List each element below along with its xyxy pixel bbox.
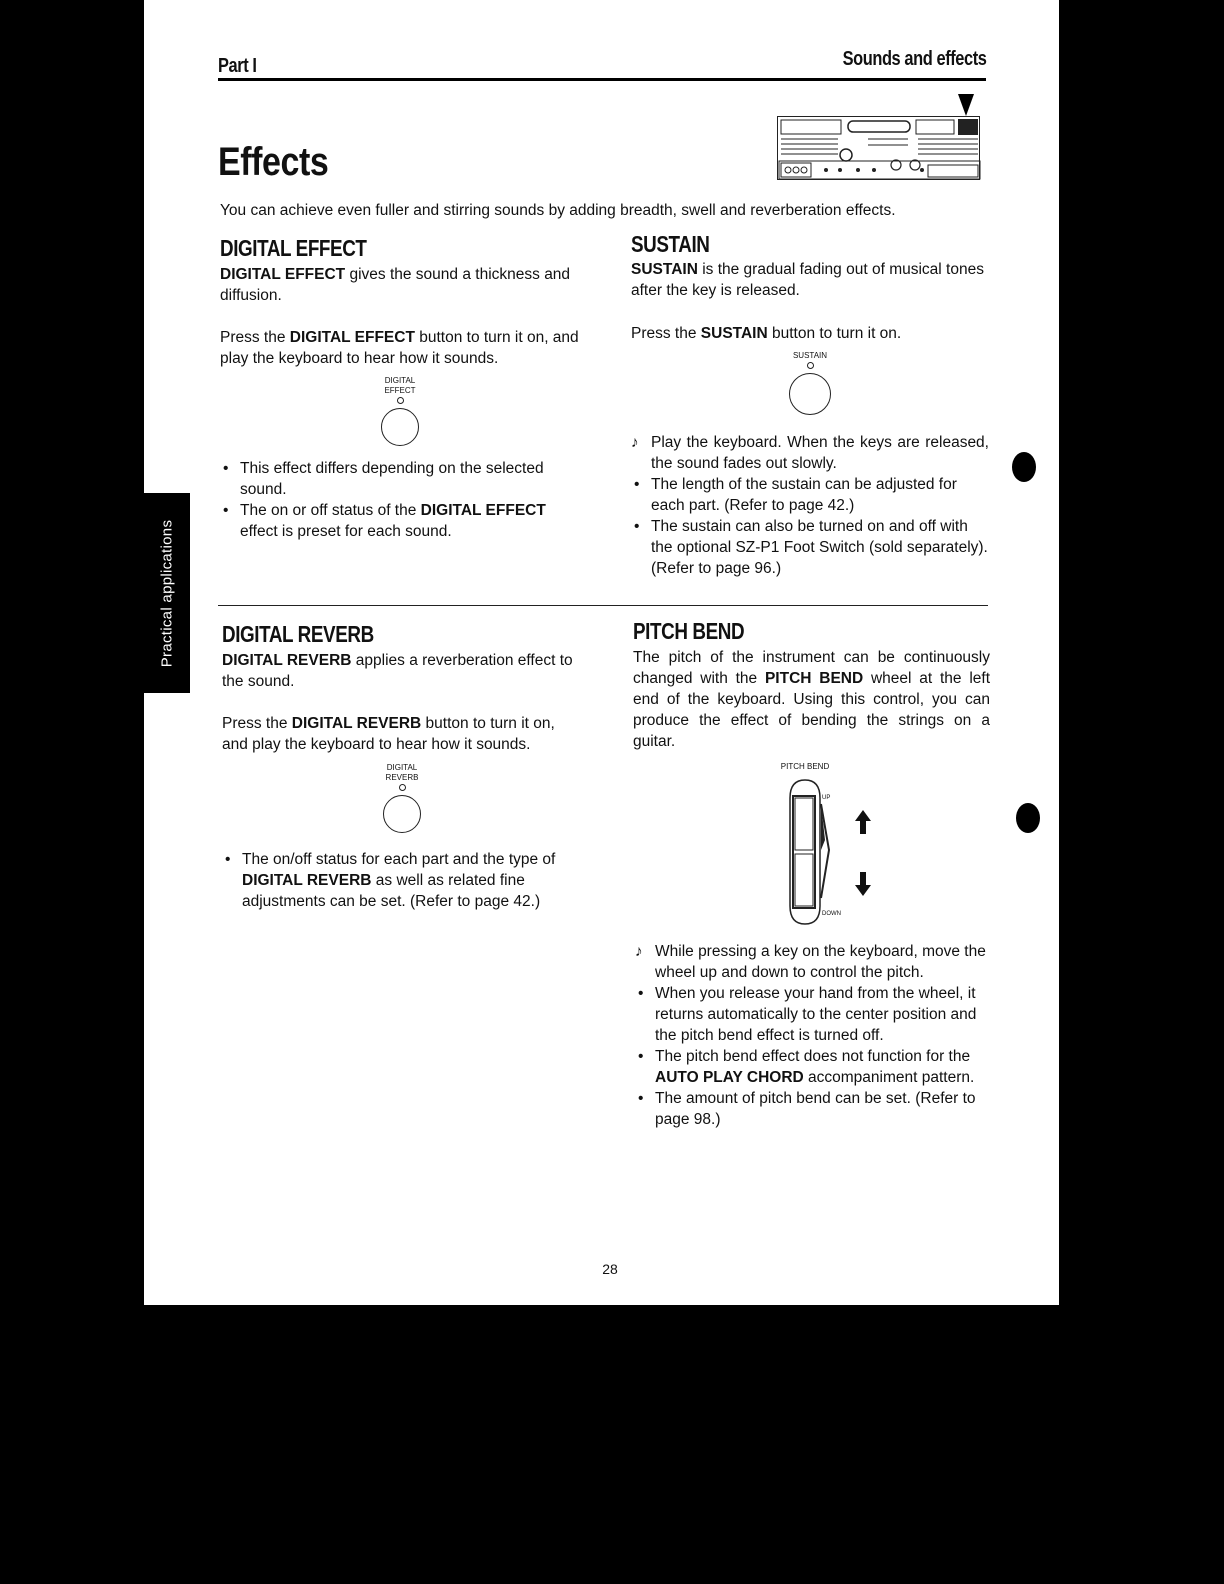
digital-effect-bullet-2-a: The on or off status of the <box>240 502 421 519</box>
digital-effect-led-icon <box>397 397 404 404</box>
pitch-bend-bullet-2-a: The pitch bend effect does not function for the <box>655 1048 971 1065</box>
pitch-bend-desc-a: The pitch of the instrument can be continuously changed with the <box>633 649 990 687</box>
digital-reverb-instruction-b: button to turn it on, and play the keyboard to hear how it sounds. <box>222 715 555 753</box>
digital-reverb-bullet-1-a: The on/off status for each part and the type of <box>242 851 556 868</box>
sustain-led-icon <box>807 362 814 369</box>
digital-reverb-instruction-a: Press the <box>222 715 292 732</box>
pitch-bend-desc-bold: PITCH BEND <box>764 670 864 687</box>
keyboard-panel-illustration <box>777 116 980 180</box>
pitch-bend-wheel-svg <box>785 778 885 928</box>
digital-effect-instruction-bold: DIGITAL EFFECT <box>289 329 415 346</box>
digital-effect-button-label-1: DIGITAL <box>384 376 416 385</box>
digital-effect-instruction-b: button to turn it on, and play the keyboard to hear how it sounds. <box>220 329 579 367</box>
margin-dot-icon <box>1012 452 1036 482</box>
digital-effect-heading: DIGITAL EFFECT <box>220 235 367 261</box>
header-section: Sounds and effects <box>842 48 986 70</box>
sustain-instruction-bold: SUSTAIN <box>700 325 768 342</box>
digital-effect-bullet-1: • This effect differs depending on the selected sound. <box>220 458 585 500</box>
pitch-bend-desc-b: wheel at the left end of the keyboard. Using this control, you can produce the effect of bending the strings on a guitar. <box>633 670 990 750</box>
pitch-bend-desc <box>633 647 990 752</box>
sustain-note-1: ♪ Play the keyboard. When the keys are released, the sound fades out slowly. <box>631 432 989 474</box>
digital-reverb-button-label-1: DIGITAL <box>386 763 418 772</box>
digital-reverb-desc-bold: DIGITAL REVERB <box>222 652 352 669</box>
sustain-desc <box>631 259 987 301</box>
pitch-bend-diagram-label: PITCH BEND <box>780 762 830 771</box>
sustain-button-label: SUSTAIN <box>792 351 828 360</box>
page-number: 28 <box>602 1261 618 1277</box>
sustain-bullets <box>631 432 989 579</box>
side-tab-label: Practical applications <box>158 519 176 667</box>
side-tab <box>144 493 190 693</box>
digital-reverb-desc-rest: applies a reverberation effect to the sound. <box>222 652 573 690</box>
digital-reverb-bullet-1 <box>222 849 582 912</box>
pitch-bend-note-1: ♪ While pressing a key on the keyboard, move the wheel up and down to control the pitch. <box>635 941 992 983</box>
pitch-bend-bullet-2-bold: AUTO PLAY CHORD <box>655 1069 804 1086</box>
section-divider <box>218 605 988 606</box>
pitch-bend-bullet-1: • When you release your hand from the wheel, it returns automatically to the center position and the pitch bend effect is turned off. <box>635 983 992 1046</box>
pitch-bend-wheel-diagram <box>785 778 885 928</box>
pitch-bend-bullet-2 <box>635 1046 992 1088</box>
digital-reverb-instruction <box>222 713 582 755</box>
pitch-bend-up-label: UP <box>822 795 831 801</box>
digital-reverb-instruction-bold: DIGITAL REVERB <box>291 715 422 732</box>
intro-text: You can achieve even fuller and stirring sounds by adding breadth, swell and reverberation effects. <box>220 202 896 219</box>
digital-effect-bullet-2-b: effect is preset for each sound. <box>240 523 452 540</box>
margin-dot-icon-2 <box>1016 803 1040 833</box>
digital-effect-button-label-2: EFFECT <box>384 386 416 395</box>
arrow-down-icon <box>853 870 873 900</box>
pitch-bend-bullet-3: • The amount of pitch bend can be set. (Refer to page 98.) <box>635 1088 992 1130</box>
sustain-button-icon <box>789 373 831 415</box>
pitch-bend-heading: PITCH BEND <box>633 618 745 644</box>
digital-reverb-bullets <box>222 849 582 912</box>
arrow-down-svg <box>853 870 873 900</box>
arrow-up-svg <box>853 808 873 838</box>
sustain-instruction-b: button to turn it on. <box>767 325 902 342</box>
digital-reverb-desc <box>222 650 582 692</box>
digital-effect-instruction-a: Press the <box>220 329 290 346</box>
digital-reverb-bullet-1-bold: DIGITAL REVERB <box>242 872 372 889</box>
sustain-bullet-1: • The length of the sustain can be adjusted for each part. (Refer to page 42.) <box>631 474 989 516</box>
digital-effect-bullets <box>220 458 585 542</box>
digital-effect-instruction <box>220 327 580 369</box>
digital-effect-bullet-2 <box>220 500 585 542</box>
sustain-heading: SUSTAIN <box>631 231 710 257</box>
header-rule <box>218 78 986 81</box>
digital-effect-bullet-2-bold: DIGITAL EFFECT <box>420 502 546 519</box>
sustain-button-figure <box>780 351 840 415</box>
pitch-bend-down-label: DOWN <box>822 911 841 917</box>
digital-effect-desc-bold: DIGITAL EFFECT <box>220 266 346 283</box>
digital-reverb-button-label-2: REVERB <box>385 773 419 782</box>
page-title: Effects <box>218 140 329 184</box>
digital-reverb-bullet-1-b: as well as related fine adjustments can be set. (Refer to page 42.) <box>242 872 541 910</box>
digital-effect-button-icon <box>381 408 419 446</box>
digital-reverb-button-icon <box>383 795 421 833</box>
digital-reverb-button-figure <box>372 763 432 833</box>
header-part: Part I <box>218 55 257 77</box>
header-section-wrap <box>800 48 986 71</box>
digital-effect-desc <box>220 264 580 306</box>
pitch-bend-bullets <box>635 941 992 1130</box>
digital-effect-button-figure <box>370 376 430 446</box>
pitch-bend-bullet-2-b: accompaniment pattern. <box>803 1069 975 1086</box>
panel-svg <box>778 117 981 181</box>
digital-reverb-led-icon <box>399 784 406 791</box>
sustain-instruction <box>631 323 987 344</box>
sustain-desc-bold: SUSTAIN <box>631 261 698 278</box>
sustain-bullet-2: • The sustain can also be turned on and off with the optional SZ-P1 Foot Switch (sold separately). (Refer to page 96.) <box>631 516 989 579</box>
digital-effect-desc-rest: gives the sound a thickness and diffusion. <box>220 266 571 304</box>
digital-reverb-heading: DIGITAL REVERB <box>222 621 374 647</box>
sustain-desc-rest: is the gradual fading out of musical tones after the key is released. <box>631 261 984 299</box>
arrow-up-icon <box>853 808 873 838</box>
panel-pointer-icon <box>958 94 974 116</box>
sustain-instruction-a: Press the <box>631 325 701 342</box>
